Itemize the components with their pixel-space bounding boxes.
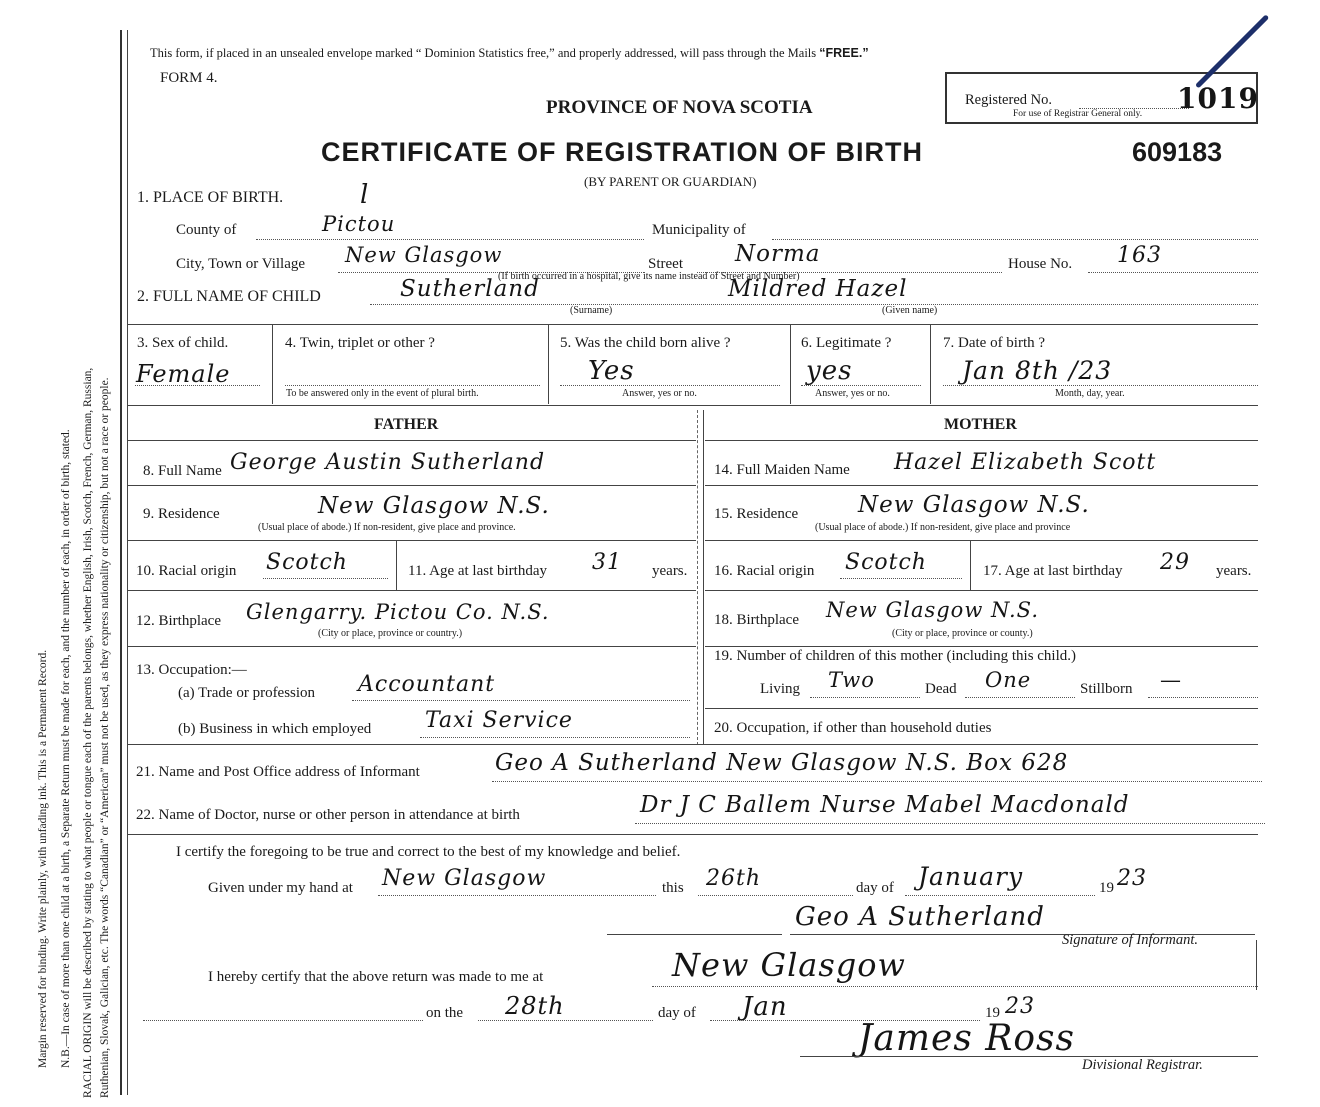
rule-f10	[128, 590, 696, 591]
father-heading: FATHER	[374, 416, 439, 433]
twin-line	[285, 385, 540, 386]
mother-race-line	[840, 578, 962, 579]
row3-div2	[548, 324, 549, 404]
living-line	[810, 697, 920, 698]
doctor-label: 22. Name of Doctor, nurse or other person in attendance at birth	[136, 807, 520, 823]
father-name-value: George Austin Sutherland	[230, 450, 546, 475]
alive-label: 5. Was the child born alive ?	[560, 335, 731, 351]
father-trade-label: (a) Trade or profession	[178, 685, 316, 701]
m16-divider	[970, 540, 971, 590]
form-number: FORM 4.	[160, 70, 218, 86]
stillborn-label: Stillborn	[1080, 681, 1133, 697]
mother-name-label: 14. Full Maiden Name	[714, 462, 850, 478]
dob-value: Jan 8th /23	[962, 356, 1113, 385]
this-day-value: 26th	[706, 866, 762, 891]
month-line	[905, 895, 1095, 896]
registrar-month-value: Jan	[742, 992, 788, 1022]
child-name-line	[370, 304, 1258, 305]
registrar-signature: James Ross	[858, 1018, 1075, 1059]
margin-rule	[120, 30, 122, 1095]
rule-m14	[705, 485, 1258, 486]
rule-certify-top	[128, 834, 1258, 835]
father-occupation-label: 13. Occupation:—	[136, 662, 247, 678]
registrar-day-value: 28th	[505, 992, 565, 1020]
father-trade-line	[352, 700, 690, 701]
twin-note: To be answered only in the event of plural birth.	[286, 388, 479, 399]
certify-statement: I certify the foregoing to be true and correct to the best of my knowledge and belief.	[176, 844, 681, 860]
mother-birthplace-value: New Glasgow N.S.	[826, 598, 1039, 622]
f10-divider	[396, 540, 397, 590]
city-label: City, Town or Village	[176, 256, 306, 272]
surname-caption: (Surname)	[570, 305, 613, 316]
dob-line	[943, 385, 1258, 386]
row3-div3	[790, 324, 791, 404]
rule-f9	[128, 540, 696, 541]
mother-occupation-label: 20. Occupation, if other than household duties	[714, 720, 992, 736]
registrar-statement: I hereby certify that the above return was made to me at	[208, 969, 544, 985]
racial-origin-note-1: RACIAL ORIGIN will be described by stating to what people or tongue each of the parents belongs, whether English, Irish, Scotch, French, German, Russian,	[82, 367, 94, 1098]
municipality-label: Municipality of	[652, 222, 746, 238]
father-name-label: 8. Full Name	[143, 463, 222, 479]
rule-parents-top	[128, 405, 1258, 406]
child-given-value: Mildred Hazel	[728, 276, 908, 302]
sex-line	[135, 385, 260, 386]
certificate-subtitle: (BY PARENT OR GUARDIAN)	[584, 174, 757, 189]
rule-m19	[705, 708, 1258, 709]
father-race-value: Scotch	[266, 550, 348, 575]
child-name-label: 2. FULL NAME OF CHILD	[137, 288, 321, 305]
mother-age-value: 29	[1160, 550, 1190, 575]
right-edge-mark	[1256, 940, 1257, 990]
legitimate-value: yes	[806, 356, 853, 386]
rule-f12	[128, 646, 696, 647]
registered-label: Registered No.	[965, 92, 1052, 108]
father-birthplace-note: (City or place, province or country.)	[318, 628, 463, 639]
county-label: County of	[176, 222, 237, 238]
father-trade-value: Accountant	[358, 672, 496, 697]
on-the-lead-line	[143, 1020, 423, 1021]
parents-divider-2	[703, 410, 704, 745]
father-years: years.	[652, 563, 688, 579]
child-surname-value: Sutherland	[400, 276, 540, 302]
mother-residence-label: 15. Residence	[714, 506, 799, 522]
father-age-value: 31	[592, 550, 622, 575]
serial-number: 609183	[1132, 137, 1223, 167]
doctor-line	[635, 823, 1265, 824]
day-of-label: day of	[856, 880, 894, 896]
father-race-label: 10. Racial origin	[136, 563, 237, 579]
rule-m18	[705, 646, 1258, 647]
informant-signature: Geo A Sutherland	[795, 902, 1045, 932]
margin-rule-inner	[127, 30, 128, 1095]
registrar-caption: Divisional Registrar.	[1082, 1057, 1203, 1073]
informant-signature-left-line	[607, 934, 782, 935]
alive-note: Answer, yes or no.	[622, 388, 697, 399]
legitimate-line	[801, 385, 921, 386]
dob-note: Month, day, year.	[1055, 388, 1125, 399]
registrar-day-line	[478, 1020, 653, 1021]
father-residence-note: (Usual place of abode.) If non-resident, give place and province.	[258, 522, 516, 533]
alive-value: Yes	[588, 356, 635, 386]
rule-f8	[128, 485, 696, 486]
mother-years: years.	[1216, 563, 1252, 579]
municipality-line	[772, 239, 1258, 240]
rule-heading-left	[128, 440, 696, 441]
margin-binding-note: Margin reserved for binding. Write plainly, with unfading ink. This is a Permanent Record.	[37, 649, 49, 1068]
given-place-value: New Glasgow	[382, 866, 547, 891]
place-of-birth-mark: l	[360, 180, 370, 210]
registrar-year-value: 23	[1005, 994, 1035, 1019]
house-label: House No.	[1008, 256, 1073, 272]
registrar-place-line	[652, 986, 1258, 987]
legitimate-label: 6. Legitimate ?	[801, 335, 892, 351]
county-value: Pictou	[322, 212, 396, 236]
mother-residence-note: (Usual place of abode.) If non-resident, give place and province	[815, 522, 1071, 533]
given-label: Given under my hand at	[208, 880, 353, 896]
rule-heading-right	[705, 440, 1258, 441]
this-day-line	[698, 895, 853, 896]
living-value: Two	[828, 668, 875, 692]
house-value: 163	[1117, 243, 1162, 268]
informant-line	[492, 781, 1262, 782]
stillborn-line	[1148, 697, 1258, 698]
sex-value: Female	[136, 360, 231, 388]
certificate-title: CERTIFICATE OF REGISTRATION OF BIRTH	[321, 137, 923, 167]
informant-value: Geo A Sutherland New Glasgow N.S. Box 628	[495, 750, 1069, 776]
dob-label: 7. Date of birth ?	[943, 335, 1046, 351]
legitimate-note: Answer, yes or no.	[815, 388, 890, 399]
registrar-note: For use of Registrar General only.	[1013, 109, 1143, 119]
twin-label: 4. Twin, triplet or other ?	[285, 335, 435, 351]
row3-div1	[272, 324, 273, 404]
registrar-place-value: New Glasgow	[672, 946, 906, 984]
rule-informant-top	[128, 744, 1258, 745]
father-business-line	[420, 737, 690, 738]
postal-notice: This form, if placed in an unsealed envelope marked “ Dominion Statistics free,” and properly addressed, will pass through the Mails “FREE.”	[150, 46, 869, 60]
given-caption: (Given name)	[882, 305, 938, 316]
father-race-line	[263, 578, 388, 579]
hospital-note: (If birth occurred in a hospital, give its name instead of Street and Number)	[498, 271, 800, 282]
dead-line	[965, 697, 1075, 698]
father-age-label: 11. Age at last birthday	[408, 563, 547, 579]
registered-value: 1019	[1177, 82, 1259, 115]
father-residence-value: New Glasgow N.S.	[318, 493, 550, 519]
mother-race-value: Scotch	[845, 550, 927, 575]
dead-label: Dead	[925, 681, 957, 697]
mother-birthplace-note: (City or place, province or county.)	[892, 628, 1033, 639]
racial-origin-note-2: Ruthenian, Slovak, Galician, etc. The words “Canadian” or “American” must not be used, as they express nationality or citizenship, but not a race or people.	[99, 377, 111, 1098]
mother-heading: MOTHER	[944, 416, 1017, 433]
multiple-birth-note: N.B.—In case of more than one child at a birth, a Separate Return must be made for each, and the number of each, in order of birth, stated.	[60, 429, 72, 1068]
mother-race-label: 16. Racial origin	[714, 563, 815, 579]
registrar-day-of-label: day of	[658, 1005, 696, 1021]
row3-div4	[930, 324, 931, 404]
mother-age-label: 17. Age at last birthday	[983, 563, 1123, 579]
father-business-value: Taxi Service	[425, 708, 573, 733]
father-residence-label: 9. Residence	[143, 506, 220, 522]
month-value: January	[918, 862, 1024, 891]
this-label: this	[662, 880, 684, 896]
mother-birthplace-label: 18. Birthplace	[714, 612, 799, 628]
place-of-birth-label: 1. PLACE OF BIRTH.	[137, 189, 284, 206]
registrar-year-prefix: 19	[985, 1005, 1000, 1021]
informant-signature-caption: Signature of Informant.	[1062, 932, 1199, 948]
street-label: Street	[648, 256, 683, 272]
mother-children-label: 19. Number of children of this mother (including this child.)	[714, 648, 1077, 664]
street-value: Norma	[735, 241, 821, 267]
father-business-label: (b) Business in which employed	[178, 721, 372, 737]
mother-residence-value: New Glasgow N.S.	[858, 492, 1090, 518]
informant-label: 21. Name and Post Office address of Informant	[136, 764, 420, 780]
rule-row3-top	[128, 324, 1258, 325]
parents-divider	[697, 410, 698, 745]
mother-name-value: Hazel Elizabeth Scott	[894, 450, 1157, 475]
rule-m16	[705, 590, 1258, 591]
stillborn-value: —	[1160, 668, 1182, 692]
registered-box	[945, 72, 1258, 124]
doctor-value: Dr J C Ballem Nurse Mabel Macdonald	[640, 792, 1130, 818]
on-the-label: on the	[426, 1005, 464, 1021]
year-prefix: 19	[1099, 880, 1114, 896]
father-birthplace-value: Glengarry. Pictou Co. N.S.	[246, 600, 550, 624]
alive-line	[560, 385, 780, 386]
province-heading: PROVINCE OF NOVA SCOTIA	[546, 97, 813, 118]
house-line	[1088, 272, 1258, 273]
year-value: 23	[1117, 866, 1147, 891]
city-value: New Glasgow	[345, 243, 503, 267]
dead-value: One	[985, 668, 1032, 692]
father-birthplace-label: 12. Birthplace	[136, 613, 221, 629]
given-place-line	[378, 895, 656, 896]
rule-m15	[705, 540, 1258, 541]
sex-label: 3. Sex of child.	[137, 335, 229, 351]
living-label: Living	[760, 681, 800, 697]
county-line	[256, 239, 644, 240]
